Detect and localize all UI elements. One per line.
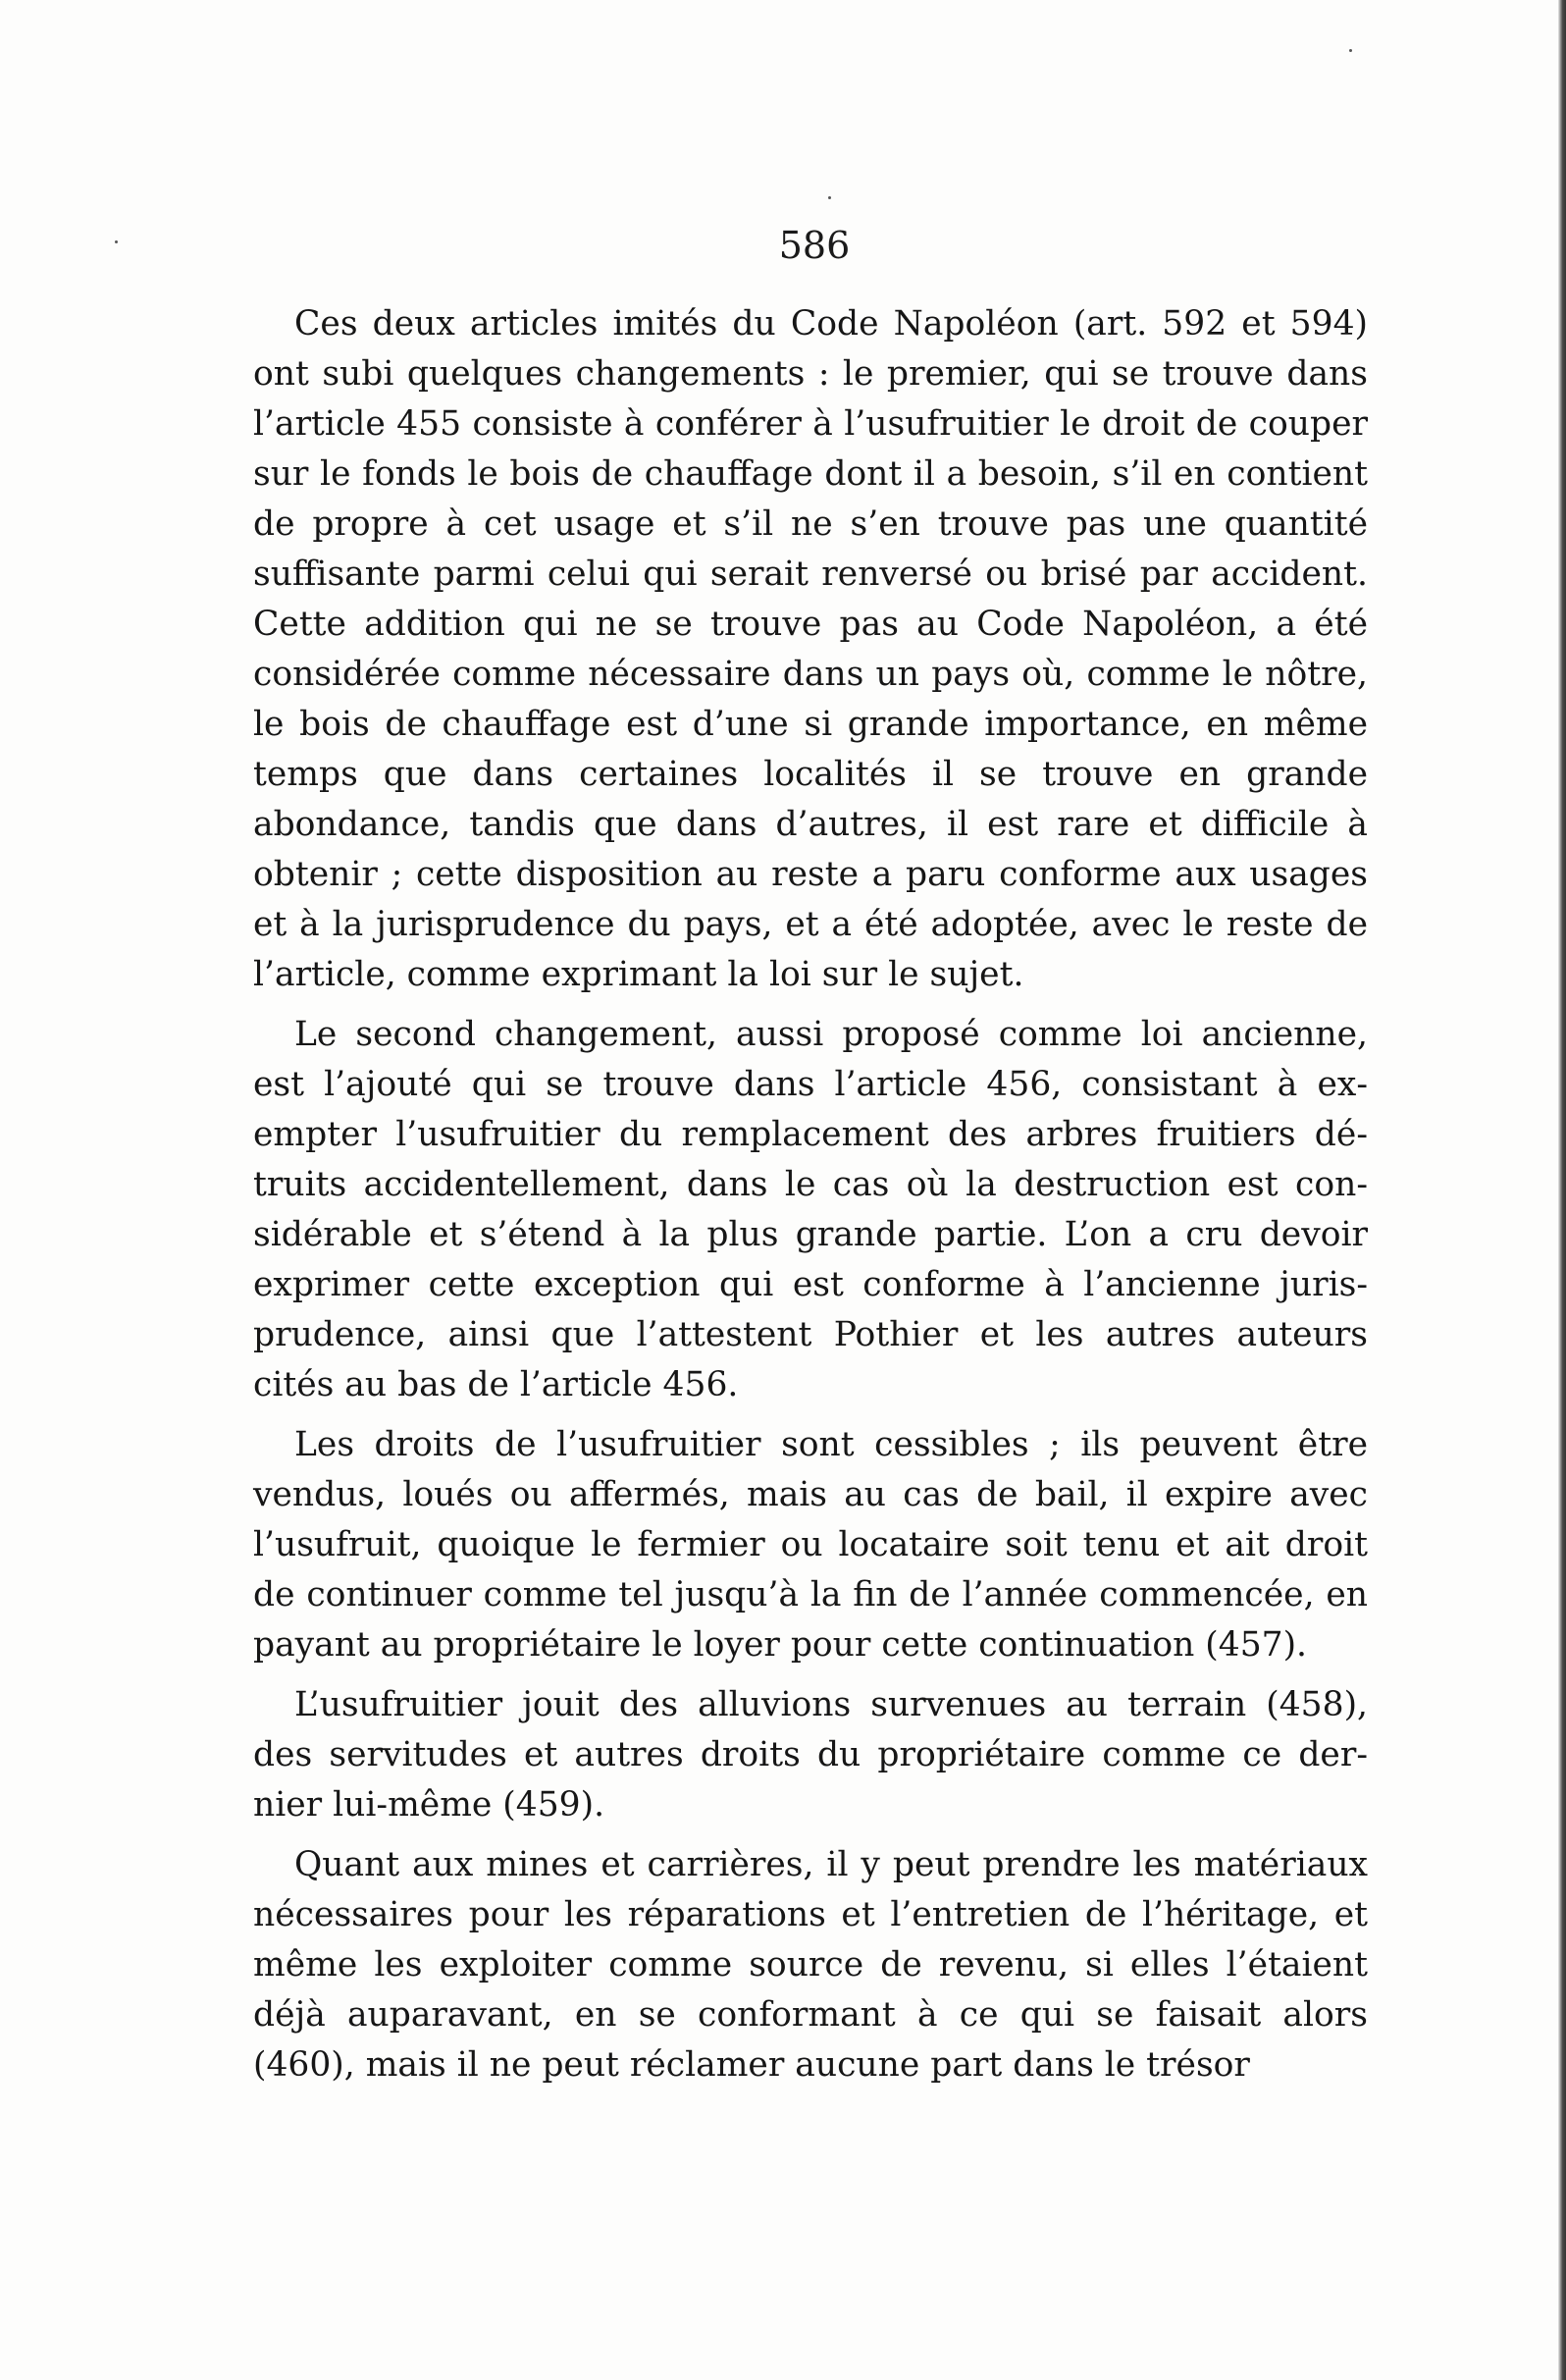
paper-speck	[1349, 49, 1352, 52]
page-number: 586	[778, 224, 851, 267]
page-edge-shadow	[1558, 0, 1566, 2380]
paper-speck	[828, 196, 831, 199]
paragraph-1: Ces deux articles imités du Code Napoléon (art. 592 et 594) ont subi quelques changements : le premier, qui se trouve dans l’article 455 consiste à conférer à l’usufruitier le droit de couper sur le fonds le bois de chauffage dont il a besoin, s’il en contient de propre à cet usage et s’il ne s’en trouve pas une quantité suffisante parmi celui qui serait renversé ou brisé par accident. Cette addition qui ne se trouve pas au Code Napoléon, a été considérée comme nécessaire dans un pays où, comme le nôtre, le bois de chauffage est d’une si grande importance, en même temps que dans certaines localités il se trouve en grande abondance, tandis que dans d’autres, il est rare et difficile à obtenir ; cette disposition au reste a paru conforme aux usages et à la jurisprudence du pays, et a été adoptée, avec le reste de l’article, comme exprimant la loi sur le sujet.	[253, 304, 1368, 994]
paragraph-2: Le second changement, aussi proposé comme loi ancienne, est l’ajouté qui se trouve dans l’article 456, consistant à exempter l’usufruitier du remplacement des arbres fruitiers détruits accidentellement, dans le cas où la destruction est considérable et s’étend à la plus grande partie. L’on a cru devoir exprimer cette exception qui est conforme à l’ancienne jurisprudence, ainsi que l’attestent Pothier et les autres auteurs cités au bas de l’article 456.	[253, 1015, 1368, 1404]
paragraph-4: L’usufruitier jouit des alluvions survenues au terrain (458), des servitudes et autres droits du propriétaire comme ce dernier lui-même (459).	[253, 1685, 1368, 1825]
body-text	[253, 299, 1368, 2100]
paragraph-3: Les droits de l’usufruitier sont cessibles ; ils peuvent être vendus, loués ou affermés, mais au cas de bail, il expire avec l’usufruit, quoique le fermier ou locataire soit tenu et ait droit de continuer comme tel jusqu’à la fin de l’année commencée, en payant au propriétaire le loyer pour cette continuation (457).	[253, 1425, 1368, 1665]
paper-speck	[115, 240, 118, 243]
paragraph-5: Quant aux mines et carrières, il y peut prendre les matériaux nécessaires pour les réparations et l’entretien de l’héritage, et même les exploiter comme source de revenu, si elles l’étaient déjà auparavant, en se conformant à ce qui se faisait alors (460), mais il ne peut réclamer aucune part dans le trésor	[253, 1845, 1368, 2085]
